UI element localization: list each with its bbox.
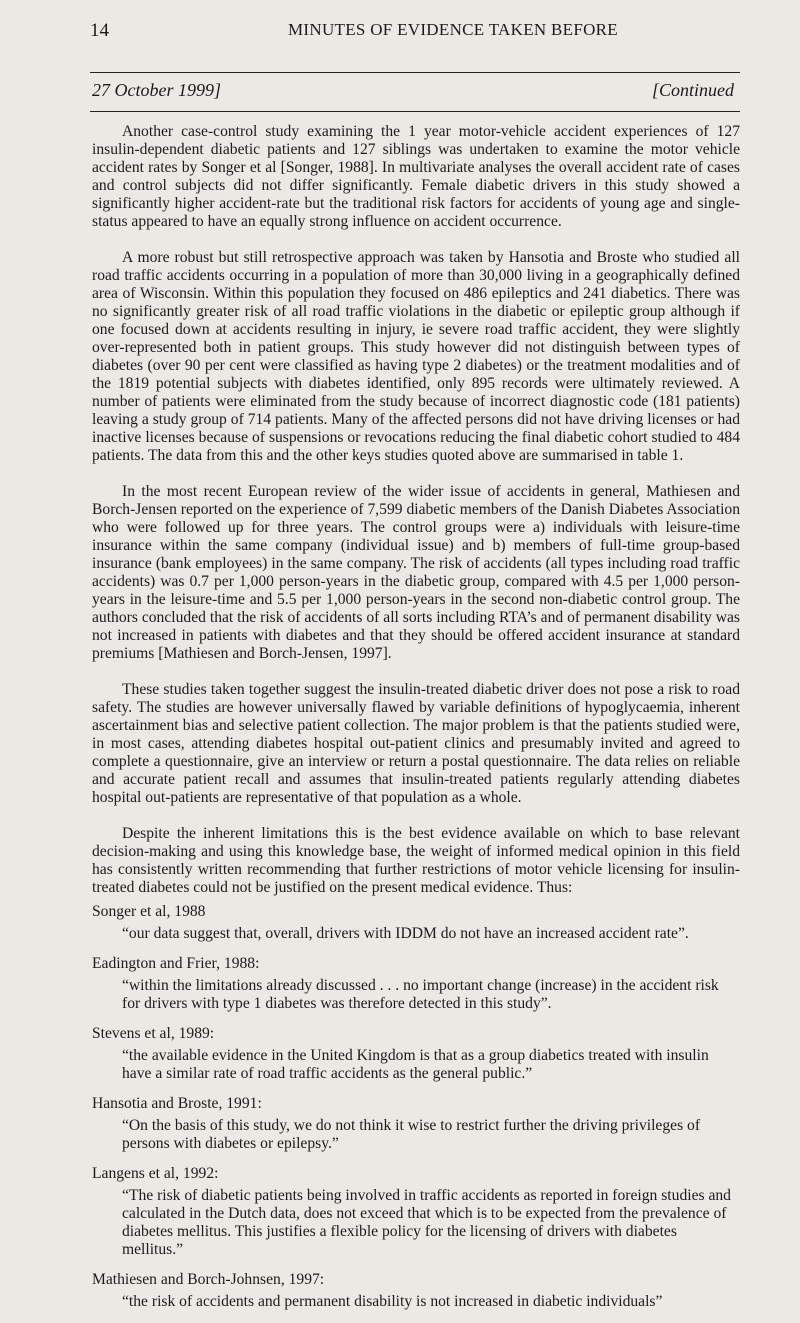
citation-quote: “the risk of accidents and permanent disability is not increased in diabetic individuals” xyxy=(122,1293,663,1310)
date-line xyxy=(92,80,734,104)
citation-quote: “On the basis of this study, we do not think it wise to restrict further the driving privileges of persons with diabetes or epilepsy.” xyxy=(122,1117,701,1152)
paragraph: These studies taken together suggest the insulin-treated diabetic driver does not pose a risk to road safety. The studies are however universally flawed by variable definitions of hypoglycaemia, inherent ascertainment bias and selective patient collection. The major problem is that the patients studied were, in most cases, attending diabetes hospital out-patient clinics and presumably invited and agreed to complete a questionnaire, give an interview or return a postal questionnaire. The data relies on reliable and accurate patient recall and assumes that insulin-treated patients regularly attending diabetes hospital out-patients are representative of that population as a whole. xyxy=(92,681,740,806)
citation xyxy=(92,1095,740,1153)
page-header xyxy=(90,20,740,44)
citation-source: Eadington and Frier, 1988: xyxy=(92,955,260,972)
citation xyxy=(92,955,740,1013)
paragraph: Despite the inherent limitations this is the best evidence available on which to base relevant decision-making and using this knowledge base, the weight of informed medical opinion in this field has consistently written recommending that further restrictions of motor vehicle licensing for insulin-treated diabetes could not be justified on the present medical evidence. Thus: xyxy=(92,825,740,896)
citation-quote: “our data suggest that, overall, drivers with IDDM do not have an increased accident rate”. xyxy=(122,925,689,942)
body-text xyxy=(92,123,740,1323)
citation xyxy=(92,1271,740,1311)
page-number: 14 xyxy=(90,20,109,41)
session-date: 27 October 1999] xyxy=(92,80,221,100)
header-rule-top xyxy=(90,72,740,73)
citation-source: Songer et al, 1988 xyxy=(92,903,206,920)
citation-source: Hansotia and Broste, 1991: xyxy=(92,1095,262,1112)
citation xyxy=(92,1165,740,1259)
paragraph: Another case-control study examining the 1 year motor-vehicle accident experiences of 127 insulin-dependent diabetic patients and 127 siblings was undertaken to examine the motor vehicle accident rates by Songer et al [Songer, 1988]. In multivariate analyses the overall accident rate of cases and control subjects did not differ significantly. Female diabetic drivers in this study showed a significantly higher accident-rate but the traditional risk factors for accidents of young age and single-status appeared to have an equally strong influence on accident occurrence. xyxy=(92,123,740,230)
running-title: MINUTES OF EVIDENCE TAKEN BEFORE xyxy=(288,20,618,39)
citation-source: Mathiesen and Borch-Johnsen, 1997: xyxy=(92,1271,325,1288)
paragraph: A more robust but still retrospective approach was taken by Hansotia and Broste who studied all road traffic accidents occurring in a population of more than 30,000 living in a geographically defined area of Wisconsin. Within this population they focused on 486 epileptics and 241 diabetics. There was no significantly greater risk of all road traffic violations in the diabetic or epileptic group although if one focused down at accidents resulting in injury, ie severe road traffic accident, they were slightly over-represented both in patient groups. This study however did not distinguish between types of diabetes (over 90 per cent were classified as having type 2 diabetes) or the treatment modalities and of the 1819 potential subjects with diabetes identified, only 895 records were ultimately reviewed. A number of patients were eliminated from the study because of incorrect diagnostic code (181 patients) leaving a study group of 714 patients. Many of the affected persons did not have driving licenses or had inactive licenses because of suspensions or revocations reducing the final diabetic cohort studied to 484 patients. The data from this and the other keys studies quoted above are summarised in table 1. xyxy=(92,249,740,464)
citation-source: Langens et al, 1992: xyxy=(92,1165,219,1182)
citation-quote: “the available evidence in the United Kingdom is that as a group diabetics treated with insulin have a similar rate of road traffic accidents as the general public.” xyxy=(122,1047,709,1082)
citation xyxy=(92,903,740,943)
header-rule-bottom xyxy=(90,111,740,112)
paragraph: In the most recent European review of the wider issue of accidents in general, Mathiesen and Borch-Jensen reported on the experience of 7,599 diabetic members of the Danish Diabetes Association who were followed up for three years. The control groups were a) individuals with leisure-time insurance within the same company (individual issue) and b) members of full-time group-based insurance (bank employees) in the same company. The risk of accidents (all types including road traffic accidents) was 0.7 per 1,000 person-years in the diabetic group, compared with 4.5 per 1,000 person-years in the leisure-time and 5.5 per 1,000 person-years in the second non-diabetic control group. The authors concluded that the risk of accidents of all sorts including RTA’s and of permanent disability was not increased in patients with diabetes and that they should be offered accident insurance at standard premiums [Mathiesen and Borch-Jensen, 1997]. xyxy=(92,483,740,662)
citation xyxy=(92,1025,740,1083)
continued-label: [Continued xyxy=(651,80,734,100)
citation-quote: “The risk of diabetic patients being involved in traffic accidents as reported in foreign studies and calculated in the Dutch data, does not exceed that which is to be expected from the prevalence of diabetes mellitus. This justifies a flexible policy for the licensing of drivers with diabetes mellitus.” xyxy=(122,1187,731,1258)
citation-quote: “within the limitations already discussed . . . no important change (increase) in the accident risk for drivers with type 1 diabetes was therefore detected in this study”. xyxy=(122,977,719,1012)
citation-source: Stevens et al, 1989: xyxy=(92,1025,215,1042)
